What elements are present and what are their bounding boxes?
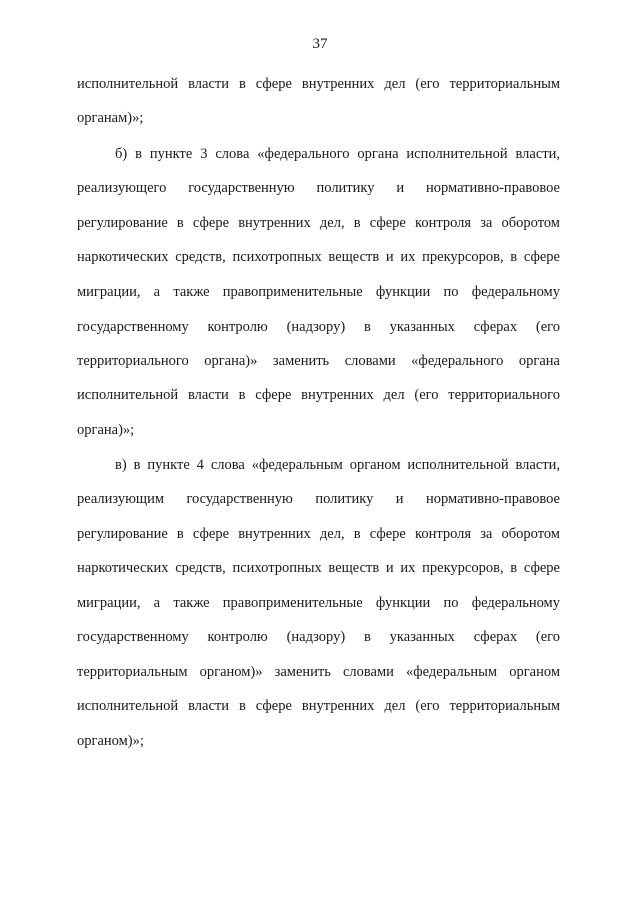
text-line: миграции, а также правоприменительные функции по федеральному [77,284,560,300]
text-line: органом)»; [77,733,144,749]
text-line: исполнительной власти в сфере внутренних дел (его территориальным [77,698,560,714]
text-line: б) в пункте 3 слова «федерального органа исполнительной власти, [115,146,560,162]
text-line: наркотических средств, психотропных веществ и их прекурсоров, в сфере [77,560,560,576]
text-line: исполнительной власти в сфере внутренних дел (его территориального [77,387,560,403]
text-line: реализующего государственную политику и нормативно-правовое [77,180,560,196]
text-line: органам)»; [77,110,144,126]
text-line: регулирование в сфере внутренних дел, в сфере контроля за оборотом [77,526,560,542]
text-line: в) в пункте 4 слова «федеральным органом исполнительной власти, [115,457,560,473]
text-line: государственному контролю (надзору) в указанных сферах (его [77,319,560,335]
text-line: регулирование в сфере внутренних дел, в сфере контроля за оборотом [77,215,560,231]
text-line: миграции, а также правоприменительные функции по федеральному [77,595,560,611]
text-line: территориального органа)» заменить словами «федерального органа [77,353,560,369]
text-line: наркотических средств, психотропных веществ и их прекурсоров, в сфере [77,249,560,265]
text-line: исполнительной власти в сфере внутренних дел (его территориальным [77,76,560,92]
page-number: 37 [312,36,328,52]
text-line: государственному контролю (надзору) в указанных сферах (его [77,629,560,645]
text-line: территориальным органом)» заменить словами «федеральным органом [77,664,560,680]
text-line: реализующим государственную политику и нормативно-правовое [77,491,560,507]
text-line: органа)»; [77,422,135,438]
